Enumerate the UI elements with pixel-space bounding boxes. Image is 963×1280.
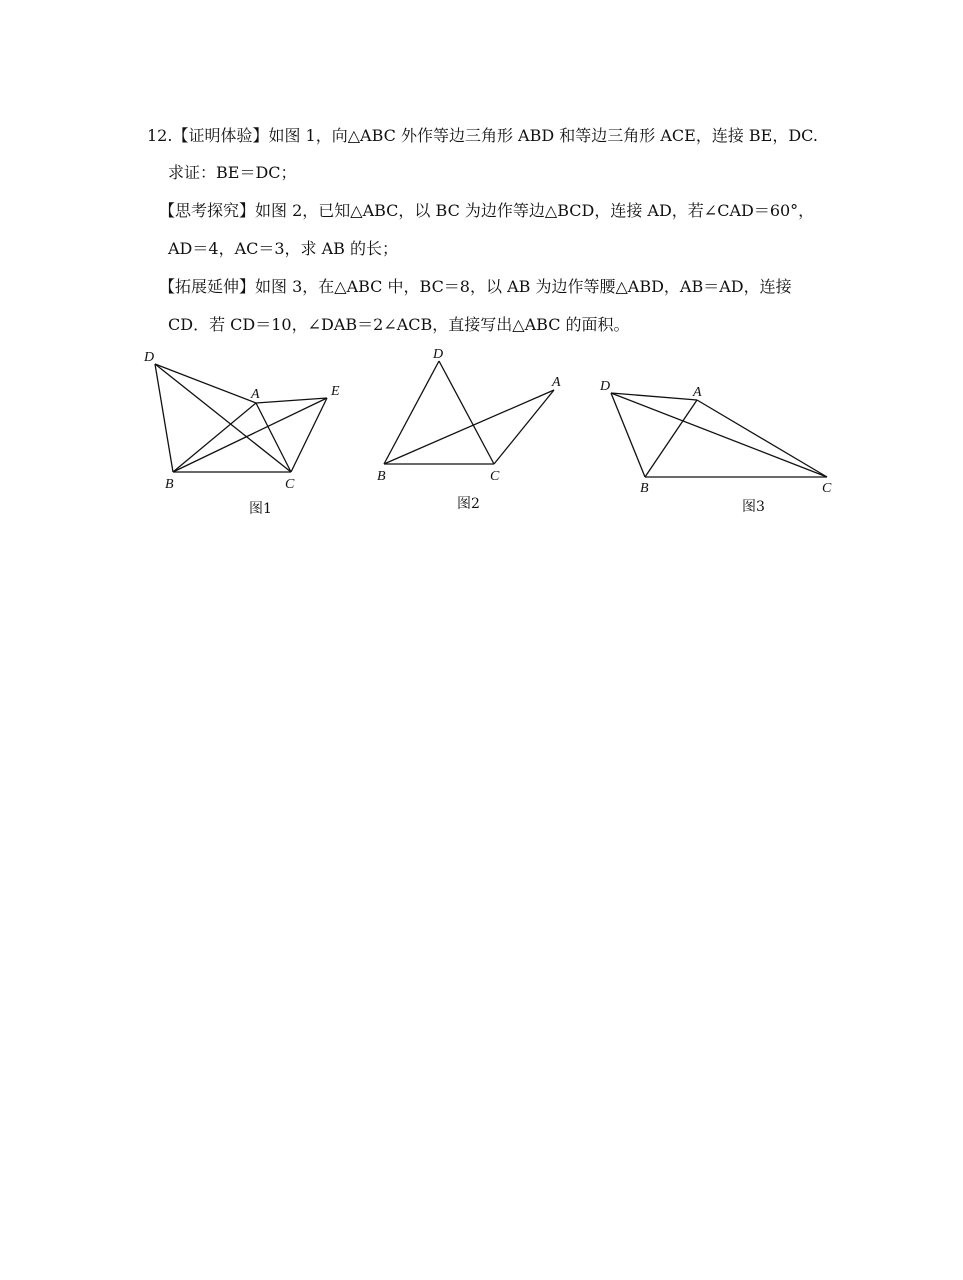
problem-line-2: 求证：BE＝DC； (168, 163, 297, 182)
fig3-label-A: A (693, 385, 702, 400)
problem-line-5: 【拓展延伸】如图 3，在△ABC 中，BC＝8，以 AB 为边作等腰△ABD，AB＝AD，连接 (159, 277, 792, 296)
fig3-label-B: B (640, 481, 649, 496)
fig3-segment-DB (611, 393, 645, 477)
fig1-label-C: C (285, 477, 295, 492)
fig1-label-A: A (251, 387, 260, 402)
fig3-segment-AC (697, 400, 827, 477)
fig3-segment-DA (611, 393, 697, 400)
fig3-label-D: D (600, 379, 611, 394)
fig2-label-C: C (490, 469, 500, 484)
figure-3-caption: 图3 (742, 499, 765, 515)
figure-2-caption: 图2 (457, 496, 480, 512)
fig2-label-D: D (433, 347, 444, 362)
fig3-segment-DC (611, 393, 827, 477)
fig2-label-B: B (377, 469, 386, 484)
fig1-label-E: E (331, 384, 340, 399)
fig3-segment-AB (645, 400, 697, 477)
fig1-label-D: D (144, 350, 155, 365)
fig3-label-C: C (822, 481, 832, 496)
figure-1-caption: 图1 (249, 501, 272, 517)
problem-line-4: AD＝4，AC＝3，求 AB 的长； (168, 239, 399, 258)
fig1-label-B: B (165, 477, 174, 492)
problem-line-1: 12.【证明体验】如图 1，向△ABC 外作等边三角形 ABD 和等边三角形 ACE，连接 BE，DC. (147, 126, 818, 145)
fig2-label-A: A (552, 375, 561, 390)
problem-line-6: CD．若 CD＝10，∠DAB＝2∠ACB，直接写出△ABC 的面积。 (168, 315, 630, 334)
problem-line-3: 【思考探究】如图 2，已知△ABC，以 BC 为边作等边△BCD，连接 AD，若∠CAD＝60°， (159, 201, 815, 220)
